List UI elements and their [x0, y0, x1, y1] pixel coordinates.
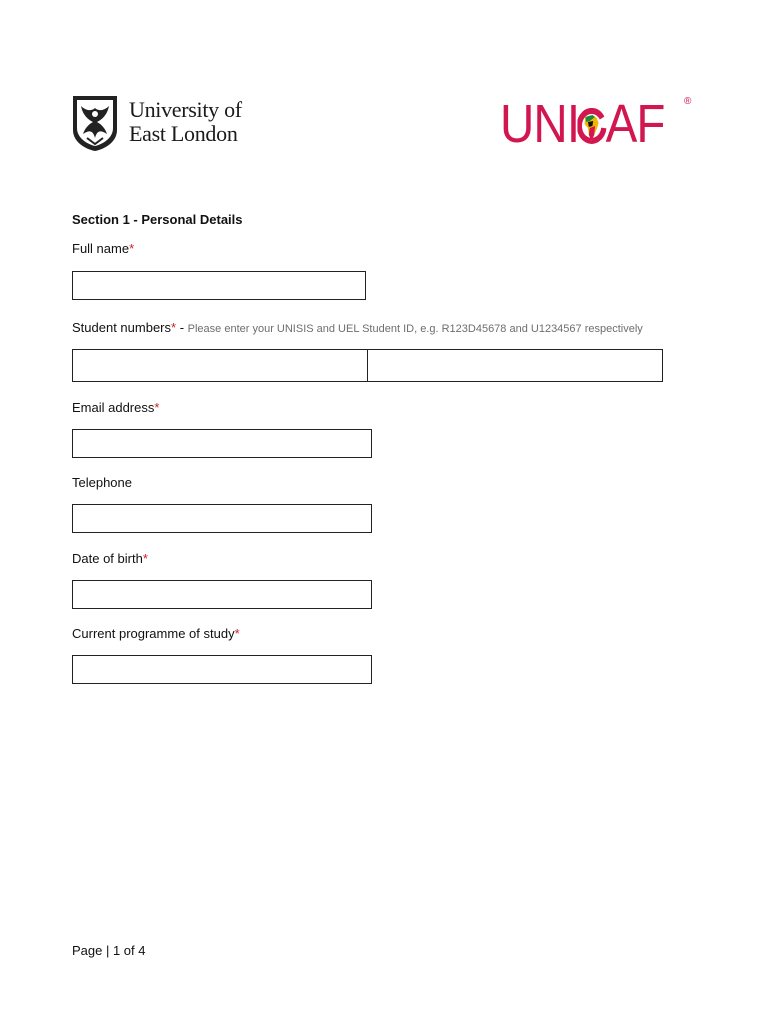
uel-wordmark — [129, 98, 242, 146]
email-label — [72, 400, 159, 415]
student-numbers-hint: Please enter your UNISIS and UEL Student ID, e.g. R123D45678 and U1234567 respectively — [187, 323, 643, 335]
student-numbers-label — [72, 320, 643, 335]
required-marker: * — [129, 241, 135, 256]
telephone-field[interactable] — [72, 504, 372, 533]
programme-label — [72, 626, 240, 641]
unicaf-logo — [500, 96, 700, 152]
date-of-birth-label-text: Date of birth — [72, 551, 143, 566]
uel-logo — [71, 94, 271, 154]
required-marker: * — [171, 320, 177, 335]
programme-label-text: Current programme of study — [72, 626, 235, 641]
email-label-text: Email address — [72, 400, 155, 415]
full-name-label — [72, 241, 134, 256]
required-marker: * — [142, 551, 148, 566]
required-marker: * — [154, 400, 160, 415]
uel-wordmark-line2: East London — [129, 121, 238, 146]
uel-student-id-field[interactable] — [367, 349, 663, 382]
date-of-birth-label — [72, 551, 148, 566]
unicaf-wordmark — [500, 96, 665, 152]
page-number-footer: Page | 1 of 4 — [72, 943, 146, 958]
section-title: Section 1 - Personal Details — [72, 212, 243, 227]
africa-map-icon — [577, 108, 607, 148]
student-numbers-label-text: Student numbers — [72, 320, 172, 335]
student-numbers-separator: - — [176, 320, 188, 335]
registered-trademark: ® — [684, 96, 692, 107]
unicaf-wordmark-af: AF — [605, 94, 665, 154]
unisis-id-field[interactable] — [72, 349, 368, 382]
telephone-label — [72, 475, 132, 490]
email-field[interactable] — [72, 429, 372, 458]
required-marker: * — [234, 626, 240, 641]
full-name-field[interactable] — [72, 271, 366, 300]
date-of-birth-field[interactable] — [72, 580, 372, 609]
telephone-label-text: Telephone — [72, 475, 132, 490]
full-name-label-text: Full name — [72, 241, 130, 256]
uel-phoenix-emblem-icon — [71, 94, 119, 152]
uel-wordmark-line1: University of — [129, 97, 242, 122]
programme-field[interactable] — [72, 655, 372, 684]
unicaf-wordmark-uni: UNI — [500, 94, 580, 154]
